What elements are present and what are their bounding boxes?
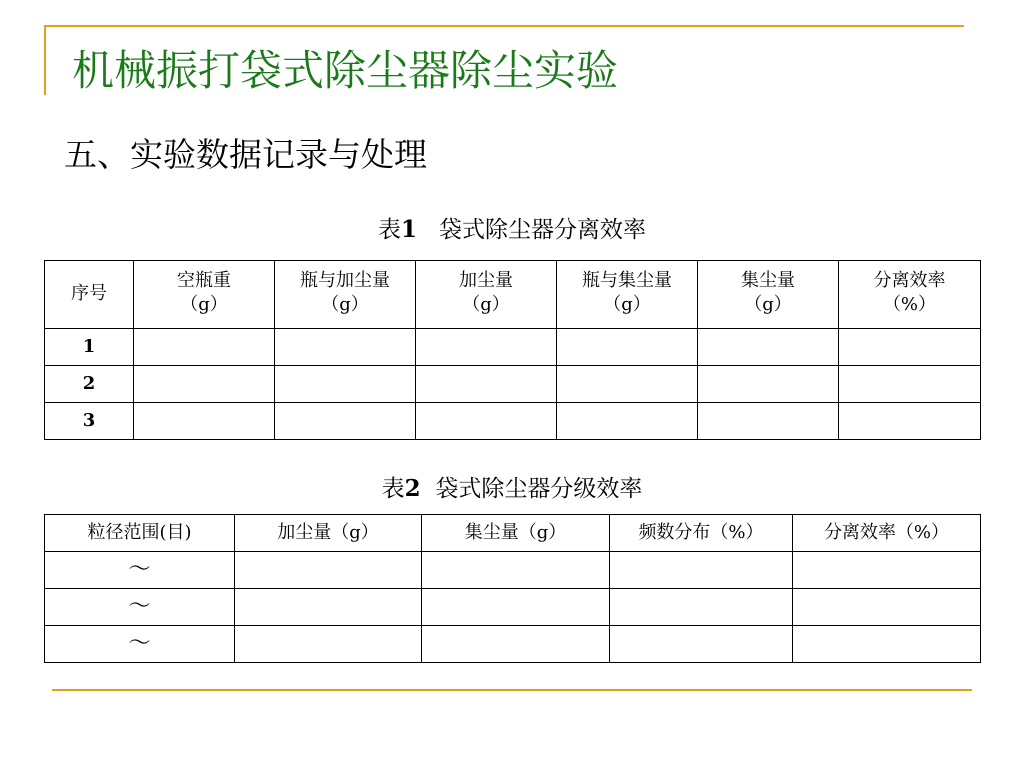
table-row <box>45 589 981 626</box>
data-cell <box>235 589 422 626</box>
table1-caption-prefix: 表 <box>378 217 402 243</box>
data-cell <box>839 403 981 440</box>
data-cell <box>422 626 610 663</box>
table-row <box>45 626 981 663</box>
table2-header-row <box>45 515 981 552</box>
table2-header-cell: 加尘量（g） <box>235 515 422 552</box>
table1-header-unit: （%） <box>882 294 937 316</box>
table-row <box>45 552 981 589</box>
data-cell <box>275 403 416 440</box>
table2-caption-prefix: 表 <box>381 476 405 502</box>
table1-header-row <box>45 261 981 329</box>
left-decorative-line <box>44 25 46 95</box>
data-cell <box>610 552 793 589</box>
table1-header-label: 瓶与集尘量 <box>582 270 672 291</box>
table1-header-cell <box>557 261 698 329</box>
grade-efficiency-table <box>44 514 981 663</box>
row-number: 1 <box>45 329 134 366</box>
data-cell <box>698 329 839 366</box>
data-cell <box>839 329 981 366</box>
table1-header-label: 加尘量 <box>459 270 513 291</box>
data-cell <box>698 366 839 403</box>
data-cell <box>275 329 416 366</box>
data-cell <box>416 403 557 440</box>
table1-header-label: 集尘量 <box>741 270 795 291</box>
table1-header-cell <box>698 261 839 329</box>
top-decorative-line <box>44 25 964 27</box>
table1-header-cell <box>839 261 981 329</box>
table1-header-cell <box>416 261 557 329</box>
table1-header-unit: （g） <box>180 294 228 316</box>
table1-header-unit: （g） <box>462 294 510 316</box>
data-cell <box>235 552 422 589</box>
data-cell <box>698 403 839 440</box>
particle-range-cell: ～ <box>45 552 235 589</box>
data-cell <box>557 366 698 403</box>
data-cell <box>134 329 275 366</box>
table1-caption <box>0 218 1024 242</box>
data-cell <box>557 403 698 440</box>
table2-caption <box>0 477 1024 501</box>
table1-header-label: 空瓶重 <box>177 270 231 291</box>
table1-header-label: 分离效率 <box>873 270 946 291</box>
row-number: 2 <box>45 366 134 403</box>
data-cell <box>134 403 275 440</box>
data-cell <box>422 589 610 626</box>
table-row <box>45 329 981 366</box>
table1-header-unit: （g） <box>603 294 651 316</box>
data-cell <box>275 366 416 403</box>
table2-header-cell: 粒径范围(目) <box>45 515 235 552</box>
data-cell <box>235 626 422 663</box>
data-cell <box>134 366 275 403</box>
table1-caption-text: 袋式除尘器分离效率 <box>438 217 646 243</box>
table2-caption-number: 2 <box>404 475 421 502</box>
data-cell <box>793 552 981 589</box>
particle-range-cell: ～ <box>45 626 235 663</box>
data-cell <box>839 366 981 403</box>
particle-range-cell: ～ <box>45 589 235 626</box>
bottom-decorative-line <box>52 689 972 691</box>
data-cell <box>793 589 981 626</box>
table1-header-unit: （g） <box>321 294 369 316</box>
table2-header-cell: 频数分布（%） <box>610 515 793 552</box>
table1-header-cell <box>134 261 275 329</box>
table1-header-cell <box>275 261 416 329</box>
data-cell <box>416 366 557 403</box>
data-cell <box>416 329 557 366</box>
table2-caption-text: 袋式除尘器分级效率 <box>435 476 643 502</box>
separation-efficiency-table <box>44 260 981 440</box>
table1-header-label: 瓶与加尘量 <box>300 270 390 291</box>
data-cell <box>610 589 793 626</box>
data-cell <box>610 626 793 663</box>
table1-header-cell <box>45 261 134 329</box>
table2-header-cell: 集尘量（g） <box>422 515 610 552</box>
section-heading: 五、实验数据记录与处理 <box>64 135 427 174</box>
table-row <box>45 403 981 440</box>
data-cell <box>557 329 698 366</box>
data-cell <box>422 552 610 589</box>
data-cell <box>793 626 981 663</box>
table-row <box>45 366 981 403</box>
row-number: 3 <box>45 403 134 440</box>
table1-header-unit: （g） <box>744 294 792 316</box>
slide-title: 机械振打袋式除尘器除尘实验 <box>72 46 619 95</box>
table1-caption-number: 1 <box>401 216 418 243</box>
table2-header-cell: 分离效率（%） <box>793 515 981 552</box>
table1-header-label: 序号 <box>71 283 107 305</box>
